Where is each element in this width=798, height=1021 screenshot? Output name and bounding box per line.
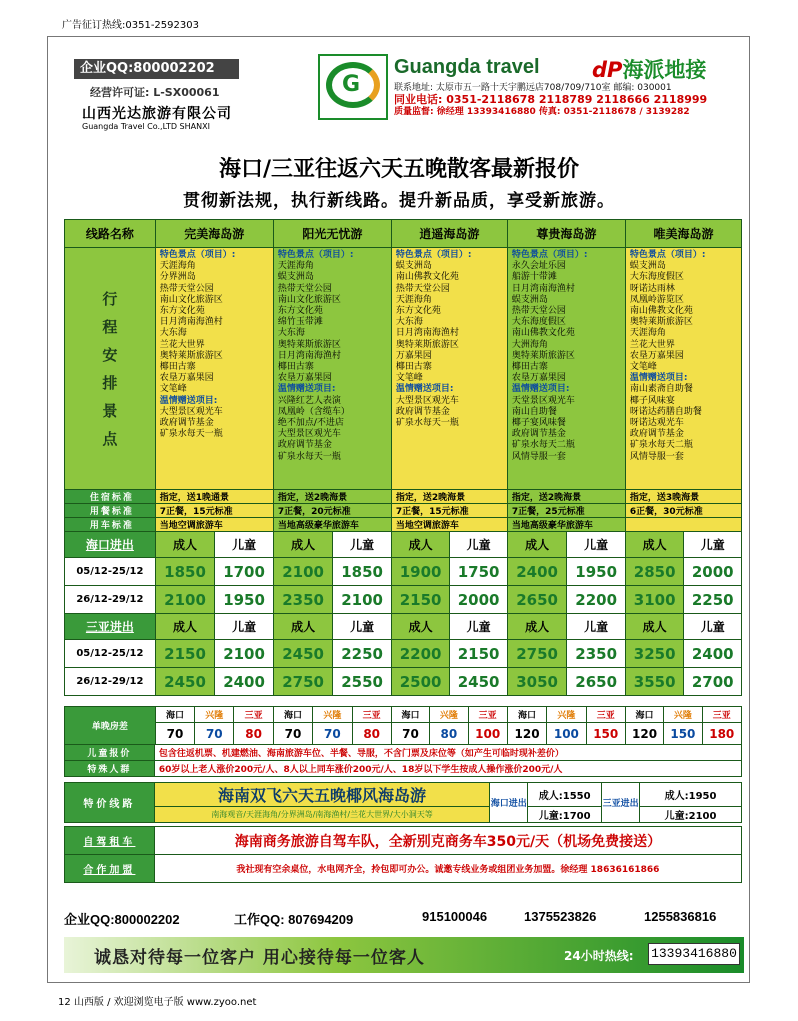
attraction-item: 天涯海角 xyxy=(395,294,432,305)
special-sanya-child: 儿童:2100 xyxy=(640,807,742,823)
promo-item: 大型景区观光车 xyxy=(395,395,459,406)
promo-item: 凤凰岭（含缆车） xyxy=(277,406,350,417)
adult-header: 成人 xyxy=(507,614,567,640)
company-qq: 企业QQ:800002202 xyxy=(74,59,239,79)
ad-hotline-note: 广告征订热线:0351-2592303 xyxy=(62,20,199,31)
attraction-item: 天涯海角 xyxy=(159,261,196,272)
special-haikou-child: 儿童:1700 xyxy=(528,807,602,823)
itinerary-cell xyxy=(273,248,391,490)
promo-heading: 温情赠送项目: xyxy=(159,395,218,406)
attraction-item: 椰田古寨 xyxy=(511,362,548,373)
room-diff-value: 80 xyxy=(234,723,273,745)
self-drive-label: 自驾租车 xyxy=(65,827,155,855)
feature-heading: 特色景点（项目）: xyxy=(159,250,236,260)
footer-number: 1255836816 xyxy=(644,909,717,924)
route-name: 完美海岛游 xyxy=(155,220,273,248)
std-value: 6正餐，30元标准 xyxy=(625,504,741,518)
special-sanya-adult: 成人:1950 xyxy=(640,783,742,807)
attraction-item: 文笔峰 xyxy=(629,362,657,373)
attraction-item: 南山文化旅游区 xyxy=(277,294,341,305)
adult-header: 成人 xyxy=(625,614,684,640)
room-city: 兴隆 xyxy=(195,707,234,723)
contact-supervision: 质量监督: 徐经理 13393416880 传真: 0351-2118678 / 3139282 xyxy=(394,107,690,117)
guangda-logo-icon xyxy=(318,54,388,120)
promo-item: 椰子宴风味餐 xyxy=(511,418,566,429)
attraction-item: 奥特莱斯旅游区 xyxy=(395,339,459,350)
room-diff-value: 70 xyxy=(195,723,234,745)
child-header: 儿童 xyxy=(684,614,742,640)
attraction-item: 船游十带滩 xyxy=(511,272,557,283)
date-range: 05/12-25/12 xyxy=(65,558,156,586)
slogan-text: 诚恳对待每一位客户 用心接待每一位客人 xyxy=(94,948,425,968)
promo-item: 呀诺达药膳自助餐 xyxy=(629,406,702,417)
route-name: 逍遥海岛游 xyxy=(391,220,507,248)
price-value: 2650 xyxy=(567,668,626,696)
attraction-item: 分界洲岛 xyxy=(159,272,196,283)
room-city: 海口 xyxy=(273,707,312,723)
attraction-item: 农垦万嘉果园 xyxy=(629,350,684,361)
adult-header: 成人 xyxy=(273,614,333,640)
room-diff-value: 70 xyxy=(391,723,429,745)
price-value: 2850 xyxy=(625,558,684,586)
attraction-item: 大东海度假区 xyxy=(629,272,684,283)
attraction-item: 奥特莱斯旅游区 xyxy=(511,350,575,361)
child-header: 儿童 xyxy=(215,614,274,640)
promo-item: 政府调节基金 xyxy=(159,418,214,429)
room-diff-value: 80 xyxy=(430,723,468,745)
sanya-section-label: 三亚进出 xyxy=(65,614,156,640)
price-value: 2100 xyxy=(155,586,215,614)
promo-item: 风情导服一套 xyxy=(511,451,566,462)
slogan-banner xyxy=(64,937,744,973)
price-value: 2100 xyxy=(215,640,274,668)
price-value: 2350 xyxy=(567,640,626,668)
price-value: 1850 xyxy=(333,558,392,586)
promo-item: 政府调节基金 xyxy=(511,429,566,440)
attraction-item: 农垦万嘉果园 xyxy=(277,373,332,384)
room-city: 海口 xyxy=(507,707,546,723)
company-name-cn: 山西光达旅游有限公司 xyxy=(82,106,232,122)
attraction-item: 日月湾南海渔村 xyxy=(159,317,223,328)
promo-item: 天堂景区观光车 xyxy=(511,395,575,406)
special-group-text: 60岁以上老人涨价200元/人、8人以上同车涨价200元/人、18岁以下学生按成人操作涨价200元/人 xyxy=(154,761,741,777)
price-table xyxy=(64,219,742,696)
room-value-row xyxy=(65,723,742,745)
promo-heading: 温情赠送项目: xyxy=(277,384,336,395)
attraction-item: 日月湾南海渔村 xyxy=(511,283,575,294)
itinerary-label: 行 程 安 排 景 点 xyxy=(65,248,156,490)
page-title: 海口/三亚往返六天五晚散客最新报价 xyxy=(218,157,580,182)
haikou-price-row xyxy=(65,586,742,614)
hotline-number: 13393416880 xyxy=(648,943,740,965)
child-header: 儿童 xyxy=(215,532,274,558)
room-diff-value: 100 xyxy=(547,723,586,745)
attraction-item: 农垦万嘉果园 xyxy=(159,373,214,384)
special-haikou-label: 海口进出 xyxy=(490,783,528,823)
itinerary-cell xyxy=(391,248,507,490)
attraction-item: 呀诺达雨林 xyxy=(629,283,675,294)
attraction-item: 蜈支洲岛 xyxy=(629,261,666,272)
itinerary-cell xyxy=(155,248,273,490)
attraction-item: 日月湾南海渔村 xyxy=(277,350,341,361)
std-value: 7正餐，20元标准 xyxy=(273,504,391,518)
footer-qq: 企业QQ:800002202 xyxy=(64,912,180,927)
std-value: 7正餐，15元标准 xyxy=(155,504,273,518)
std-value xyxy=(625,518,741,532)
attraction-item: 蜈支洲岛 xyxy=(511,294,548,305)
attraction-item: 南山佛教文化苑 xyxy=(511,328,575,339)
brand-dp-mark: dP xyxy=(592,58,623,82)
promo-item: 风情导服一套 xyxy=(629,451,684,462)
extras-table xyxy=(64,826,742,883)
adult-header: 成人 xyxy=(507,532,567,558)
child-header: 儿童 xyxy=(333,614,392,640)
haikou-section-label: 海口进出 xyxy=(65,532,156,558)
page-subtitle: 贯彻新法规，执行新线路。提升新品质，享受新旅游。 xyxy=(183,191,615,211)
contact-info xyxy=(394,82,707,118)
attraction-item: 大东海度假区 xyxy=(511,317,566,328)
logo-letter: G xyxy=(342,72,361,97)
attraction-item: 椰田古寨 xyxy=(159,362,196,373)
haikou-price-row xyxy=(65,558,742,586)
special-group-label: 特殊人群 xyxy=(65,761,155,777)
promo-item: 矿泉水每天一瓶 xyxy=(159,429,223,440)
attraction-item: 热带天堂公园 xyxy=(395,283,450,294)
promo-item: 兴隆红艺人表演 xyxy=(277,395,341,406)
price-value: 2150 xyxy=(155,640,215,668)
special-route-title: 海南双飞六天五晚椰风海岛游 xyxy=(154,783,489,807)
sanya-price-row xyxy=(65,668,742,696)
date-range: 26/12-29/12 xyxy=(65,668,156,696)
attraction-item: 东方文化苑 xyxy=(277,306,323,317)
contact-address: 联系地址: 太原市五一路十天宇鹏远店708/709/710室 邮编: 030001 xyxy=(394,83,672,93)
std-value: 指定，送2晚海景 xyxy=(507,490,625,504)
cooperation-label: 合作加盟 xyxy=(65,855,155,883)
attraction-item: 兰花大世界 xyxy=(159,339,205,350)
price-value: 2100 xyxy=(333,586,392,614)
std-value: 当地空调旅游车 xyxy=(391,518,507,532)
date-range: 26/12-29/12 xyxy=(65,586,156,614)
price-value: 3250 xyxy=(625,640,684,668)
brand-name-cn xyxy=(592,54,706,84)
std-value: 当地空调旅游车 xyxy=(155,518,273,532)
child-header: 儿童 xyxy=(684,532,742,558)
room-table xyxy=(64,706,742,745)
price-value: 2700 xyxy=(684,668,742,696)
price-value: 2150 xyxy=(450,640,508,668)
std-label: 住宿标准 xyxy=(65,490,156,504)
sanya-price-row xyxy=(65,640,742,668)
promo-item: 大型景区观光车 xyxy=(277,429,341,440)
footer-number: 915100046 xyxy=(422,909,488,924)
child-price-text: 包含往返机票、机建燃油、海南旅游车位、半餐、导服，不含门票及床位等（如产生可临时现补差价） xyxy=(154,745,741,761)
price-value: 2450 xyxy=(273,640,333,668)
company-header xyxy=(60,56,305,136)
room-diff-value: 120 xyxy=(507,723,546,745)
room-diff-value: 150 xyxy=(586,723,625,745)
attraction-item: 蜈支洲岛 xyxy=(395,261,432,272)
attraction-item: 文笔峰 xyxy=(159,384,187,395)
feature-heading: 特色景点（项目）: xyxy=(511,250,588,260)
brand-name-en: Guangda travel xyxy=(394,56,540,78)
price-value: 1950 xyxy=(215,586,274,614)
room-city: 三亚 xyxy=(234,707,273,723)
room-city: 兴隆 xyxy=(664,707,702,723)
promo-heading: 温情赠送项目: xyxy=(511,384,570,395)
special-sanya-label: 三亚进出 xyxy=(602,783,640,823)
date-range: 05/12-25/12 xyxy=(65,640,156,668)
attraction-item: 热带天堂公园 xyxy=(511,306,566,317)
child-header: 儿童 xyxy=(450,614,508,640)
price-value: 2200 xyxy=(391,640,450,668)
attraction-item: 南山佛教文化苑 xyxy=(629,306,693,317)
attraction-item: 热带天堂公园 xyxy=(159,283,214,294)
footer-work-qq: 工作QQ: 807694209 xyxy=(234,912,354,927)
promo-item: 政府调节基金 xyxy=(629,429,684,440)
attraction-item: 南山文化旅游区 xyxy=(159,294,223,305)
promo-item: 矿泉水每天二瓶 xyxy=(629,440,693,451)
adult-header: 成人 xyxy=(391,532,450,558)
room-diff-value: 70 xyxy=(273,723,312,745)
price-value: 1850 xyxy=(155,558,215,586)
attraction-item: 文笔峰 xyxy=(395,373,423,384)
promo-heading: 温情赠送项目: xyxy=(629,373,688,384)
promo-item: 呀诺达观光车 xyxy=(629,418,684,429)
attraction-item: 南山佛教文化苑 xyxy=(395,272,459,283)
price-value: 2350 xyxy=(273,586,333,614)
company-name-en: Guangda Travel Co.,LTD SHANXI xyxy=(82,122,210,131)
child-header: 儿童 xyxy=(567,532,626,558)
price-value: 3550 xyxy=(625,668,684,696)
price-value: 2650 xyxy=(507,586,567,614)
contact-phone: 同业电话: 0351-2118678 2118789 2118666 2118999 xyxy=(394,93,708,106)
promo-item: 矿泉水每天二瓶 xyxy=(511,440,575,451)
price-value: 1750 xyxy=(450,558,508,586)
room-city: 海口 xyxy=(155,707,194,723)
attraction-item: 农垦万嘉果园 xyxy=(511,373,566,384)
price-value: 2400 xyxy=(507,558,567,586)
feature-heading: 特色景点（项目）: xyxy=(395,250,472,260)
price-value: 3050 xyxy=(507,668,567,696)
notes-table xyxy=(64,744,742,777)
attraction-item: 永久会址乐园 xyxy=(511,261,566,272)
child-header: 儿童 xyxy=(333,532,392,558)
adult-header: 成人 xyxy=(391,614,450,640)
room-diff-value: 70 xyxy=(155,723,194,745)
attraction-item: 奥特莱斯旅游区 xyxy=(629,317,693,328)
std-label: 用餐标准 xyxy=(65,504,156,518)
price-value: 2450 xyxy=(155,668,215,696)
room-city: 兴隆 xyxy=(313,707,352,723)
attraction-item: 奥特莱斯旅游区 xyxy=(159,350,223,361)
attraction-item: 大东海 xyxy=(277,328,305,339)
child-header: 儿童 xyxy=(450,532,508,558)
price-value: 2750 xyxy=(273,668,333,696)
room-city: 三亚 xyxy=(468,707,507,723)
promo-item: 南山自助餐 xyxy=(511,406,557,417)
price-value: 1900 xyxy=(391,558,450,586)
special-route-label: 特价线路 xyxy=(65,783,155,823)
adult-header: 成人 xyxy=(273,532,333,558)
route-name: 阳光无忧游 xyxy=(273,220,391,248)
std-value: 指定，送3晚海景 xyxy=(625,490,741,504)
price-value: 2150 xyxy=(391,586,450,614)
attraction-item: 绵竹玉带滩 xyxy=(277,317,323,328)
price-value: 2000 xyxy=(450,586,508,614)
price-value: 3100 xyxy=(625,586,684,614)
price-value: 2250 xyxy=(333,640,392,668)
attraction-item: 兰花大世界 xyxy=(629,339,675,350)
std-value: 指定，送1晚通景 xyxy=(155,490,273,504)
adult-header: 成人 xyxy=(625,532,684,558)
room-city: 兴隆 xyxy=(430,707,468,723)
child-price-label: 儿童报价 xyxy=(65,745,155,761)
price-value: 2750 xyxy=(507,640,567,668)
itinerary-cell xyxy=(507,248,625,490)
attraction-item: 万嘉果园 xyxy=(395,350,432,361)
std-label: 用车标准 xyxy=(65,518,156,532)
price-value: 1700 xyxy=(215,558,274,586)
room-diff-value: 180 xyxy=(702,723,741,745)
attraction-item: 大东海 xyxy=(395,317,423,328)
price-value: 2400 xyxy=(684,640,742,668)
std-value: 当地高级豪华旅游车 xyxy=(273,518,391,532)
attraction-item: 椰田古寨 xyxy=(277,362,314,373)
special-route-sub: 南海观音/天涯海角/分界洲岛/南海渔村/兰花大世界/大小洞天等 xyxy=(154,807,489,823)
promo-item: 大型景区观光车 xyxy=(159,406,223,417)
price-value: 1950 xyxy=(567,558,626,586)
cooperation-text: 我社现有空余桌位，水电网齐全，拎包即可办公。诚邀专线业务或组团业务加盟。徐经理 18636161866 xyxy=(154,855,741,883)
attraction-item: 东方文化苑 xyxy=(159,306,205,317)
attraction-item: 热带天堂公园 xyxy=(277,283,332,294)
price-value: 2400 xyxy=(215,668,274,696)
promo-item: 政府调节基金 xyxy=(277,440,332,451)
room-city: 兴隆 xyxy=(547,707,586,723)
attraction-item: 奥特莱斯旅游区 xyxy=(277,339,341,350)
room-city: 三亚 xyxy=(702,707,741,723)
promo-item: 椰子风味宴 xyxy=(629,395,675,406)
promo-item: 政府调节基金 xyxy=(395,406,450,417)
room-city: 海口 xyxy=(391,707,429,723)
feature-heading: 特色景点（项目）: xyxy=(629,250,706,260)
adult-header: 成人 xyxy=(155,614,215,640)
footer-number: 1375523826 xyxy=(524,909,597,924)
route-label: 线路名称 xyxy=(65,220,156,248)
route-name: 唯美海岛游 xyxy=(625,220,741,248)
price-value: 2250 xyxy=(684,586,742,614)
route-name: 尊贵海岛游 xyxy=(507,220,625,248)
promo-item: 绝不加点/不进店 xyxy=(277,418,344,429)
price-value: 2200 xyxy=(567,586,626,614)
promo-item: 矿泉水每天一瓶 xyxy=(395,418,459,429)
self-drive-text: 海南商务旅游自驾车队，全新别克商务车350元/天（机场免费接送） xyxy=(154,827,741,855)
price-value: 2000 xyxy=(684,558,742,586)
license-number: 经营许可证: L-SX00061 xyxy=(90,86,220,99)
room-diff-value: 120 xyxy=(625,723,663,745)
special-haikou-adult: 成人:1550 xyxy=(528,783,602,807)
room-diff-value: 80 xyxy=(352,723,391,745)
attraction-item: 大东海 xyxy=(159,328,187,339)
special-route-table xyxy=(64,782,742,823)
attraction-item: 天涯海角 xyxy=(629,328,666,339)
room-diff-label: 单晚房差 xyxy=(65,707,156,745)
room-city: 三亚 xyxy=(586,707,625,723)
attraction-item: 日月湾南海渔村 xyxy=(395,328,459,339)
attraction-item: 东方文化苑 xyxy=(395,306,441,317)
promo-heading: 温情赠送项目: xyxy=(395,384,454,395)
promo-item: 矿泉水每天一瓶 xyxy=(277,451,341,462)
std-value: 当地高级豪华旅游车 xyxy=(507,518,625,532)
price-value: 2550 xyxy=(333,668,392,696)
page-footer-note: 12 山西版 / 欢迎浏览电子版 www.zyoo.net xyxy=(58,997,257,1008)
promo-item: 南山素斋自助餐 xyxy=(629,384,693,395)
hotline-label: 24小时热线: xyxy=(564,949,634,963)
attraction-item: 椰田古寨 xyxy=(395,362,432,373)
std-value: 7正餐，15元标准 xyxy=(391,504,507,518)
attraction-item: 大洲海角 xyxy=(511,339,548,350)
room-city: 三亚 xyxy=(352,707,391,723)
room-diff-value: 150 xyxy=(664,723,702,745)
std-value: 指定，送2晚海景 xyxy=(391,490,507,504)
price-value: 2100 xyxy=(273,558,333,586)
feature-heading: 特色景点（项目）: xyxy=(277,250,354,260)
std-value: 指定，送2晚海景 xyxy=(273,490,391,504)
attraction-item: 蜈支洲岛 xyxy=(277,272,314,283)
attraction-item: 凤凰岭游览区 xyxy=(629,294,684,305)
brand-cn-text: 海派地接 xyxy=(622,58,707,82)
adult-header: 成人 xyxy=(155,532,215,558)
attraction-item: 天涯海角 xyxy=(277,261,314,272)
itinerary-cell xyxy=(625,248,741,490)
price-value: 2500 xyxy=(391,668,450,696)
child-header: 儿童 xyxy=(567,614,626,640)
room-diff-value: 100 xyxy=(468,723,507,745)
room-diff-value: 70 xyxy=(313,723,352,745)
room-city: 海口 xyxy=(625,707,663,723)
price-value: 2450 xyxy=(450,668,508,696)
std-value: 7正餐，25元标准 xyxy=(507,504,625,518)
